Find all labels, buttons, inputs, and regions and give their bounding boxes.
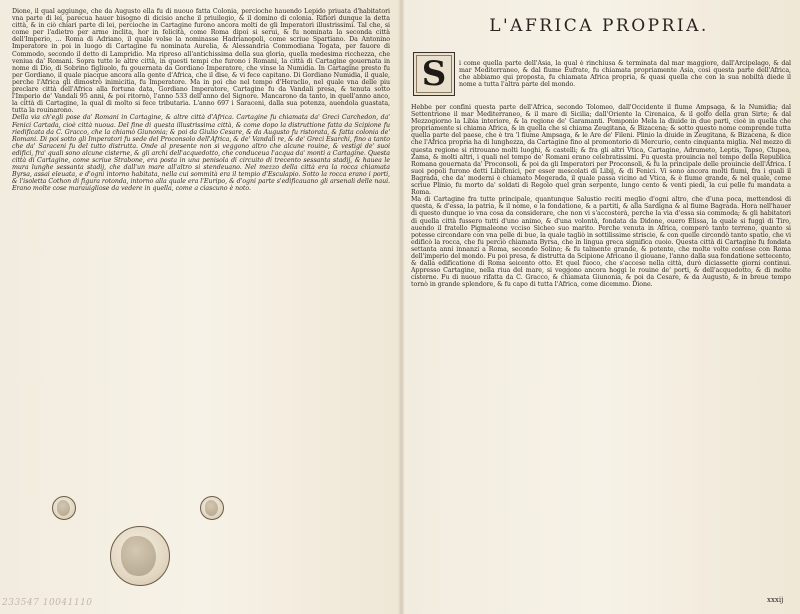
- right-page: [401, 0, 800, 614]
- left-paragraph-2: Della via ch'egli pose da' Romani in Cartagine, & altre città d'Africa. Cartagine fu chiamata da' Greci Carchedon, da' Fenici Cartada, cioè città nuoua. Del fine di questa illustrissima città, & come dopo la distruttione fatta da Scipione fu riedificata da C. Gracco, che la chiamò Giunonia; & poi da Giulio Cesare, & da Augusto fu ristorata, & fatta colonia de' Romani. Di poi sotto gli Imperatori fu sede del Proconsolo dell'Africa, & de' Vandali re, & de' Greci Esarchi, fino a tanto che da' Saraceni fu del tutto distrutta. Onde al presente non si veggono altro che alcune rouine, & vestigi de' suoi edifici, fra' quali sono alcune cisterne, & gli archi dell'acquedotto, che conduceua l'acqua da' monti a Cartagine. Questa città di Cartagine, come scriue Strabone, era posta in una penisola di circuito di trecento sessanta stadij, & hauea le mura lunghe sessanta stadij, che dall'un mare all'altro si stendeuano. Nel mezzo della città era la rocca chiamata Byrsa, assai eleuata, e d'ogni intorno habitata, nella cui sommità era il tempio d'Esculapio. Sotto la rocca erano i porti, & l'isoletta Cothon di figura rotonda, intorno alla quale era l'Euripo, & d'ogni parte s'edificauano gli arsenali delle naui. Erano molte cose marauigliose da vedere in quella, come a ciascuno è noto.: [12, 114, 390, 193]
- page-number: xxxij: [767, 596, 784, 604]
- drop-cap: S: [413, 52, 455, 96]
- page-title: L'AFRICA PROPRIA.: [489, 16, 709, 36]
- coin-illustrations: [22, 492, 242, 602]
- book-gutter: [398, 0, 405, 614]
- right-paragraph-2: Hebbe per confini questa parte dell'Africa, secondo Tolomeo, dall'Occidente il fiume Ampsaga, & la Numidia; dal Settentrione il mar Mediterraneo, & il mare di Sicilia; dall'Oriente la Cirenaica, & il golfo della gran Sirte; & dal Mezzogiorno la Libia interiore, & la regione de' Garamanti. Pomponio Mela la diuide in due parti, cioè in quella che propriamente si chiama Africa, & in quella che si chiama Zeugitana, & Bizacena; & sotto questo nome comprende tutta quella parte del paese, che è tra 'l fiume Ampsaga, & le Are de' Fileni. Plinio la diuide in Zeugitana, & Bizacena, & dice che l'Africa propria ha di lunghezza, da Cartagine fino al promontorio di Mercurio, cento cinquanta miglia. Nel mezzo di questa regione si ritrouano molti luoghi, & castelli; & fra gli altri Vtica, Cartagine, Adrumeto, Leptis, Tapso, Clupea, Zama, & molti altri, i quali nel tempo de' Romani erano celebratissimi. Fu questa prouincia nel tempo della Republica Romana gouernata da' Proconsoli, & poi da gli Imperatori per Proconsoli, & fu la principale delle prouincie dell'Africa. I suoi popoli furono detti Libifenici, per esser mescolati di Libij, & di Fenici. Vi sono ancora molti fiumi, fra i quali il Bagrada, che da' moderni è chiamato Megerada, il quale passa vicino ad Vtica, & è fiume grande, & nel quale, come scriue Plinio, fu morto da' soldati di Regolo quel gran serpente, lungo cento & venti piedi, la cui pelle fu mandata a Roma.: [411, 104, 791, 197]
- right-paragraph-3: Ma di Cartagine fra tutte principale, quantunque Salustio reciti meglio d'ogni altro, che d'una poca, mettendosi di questa, & d'essa, la patria, & il nome, e la fondatione, & a partiti, & alla Sardigna & al fiume Bagrada. Hora nell'hauer di questo dunque io vna cosa da considerare, che non vi s'accosterà, perche la via d'essa sia commoda; & gli habitatori di quella città fussero tutti d'uno animo, & d'una volontà, fondata da Didone, ouero Elissa, la quale si fuggì di Tiro, auendo il fratello Pigmaleone vcciso Sicheo suo marito. Perche venuta in Africa, comperò tanto terreno, quanto si potesse circondare con vna pelle di bue, la quale tagliò in sottilissime striscie, & con quelle circondò tanto spatio, che vi edificò la rocca, che fu perciò chiamata Byrsa, che in lingua greca significa cuoio. Questa città di Cartagine fu fondata settanta anni innanzi a Roma, secondo Solino; & fu talmente grande, & potente, che molte volte contese con Roma dell'imperio del mondo. Fu poi presa, & distrutta da Scipione Africano il giouane, l'anno dalla sua fondatione settecento, & dalla edificatione di Roma seicento otto. Et quel fuoco, che s'accese nella città, durò diciassette giorni continui. Appresso Cartagine, nella riua del mare, si veggono ancora hoggi le rouine de' porti, & dell'acquedotto, & di molte cisterne. Fu di nuouo rifatta da C. Gracco, & chiamata Giunonia, & poi da Cesare, & da Augusto, & in breue tempo tornò in grande splendore, & fu capo di tutta l'Africa, come dicemmo. Dione.: [411, 196, 791, 289]
- coin-large-icon: [110, 526, 170, 586]
- left-paragraph-1: Dione, il qual aggiunge, che da Augusto ella fu di nuouo fatta Colonia, percioche hauendo Lepido priuata d'habitatori vna parte di lei, parecua hauer bisogno di dicisio anche il priuilegio, & il domino di colonia. Rifiorì dunque la detta città, & in ciò chiari parte di lei, percioche in Cartagine furono ancora molti de gli Imperatori illustrissimi. Tal che, si come per l'adietro per arme inclita, hor in felicità, come Roma dipoi si serui, & fu nominata la seconda città dell'Imperio, ... Roma di Adriano, il quale volse la nominasse Hadrianopoli, come scriue Spartiano. Da Antonino Imperatore in poi in luogo di Cartagine fu nominata Aurelia, & Alessandria Commodiana Togata, per fauore di Commodo, secondo il detto di Lampridio. Ma ripreso all'antichissima della sua gloria, quella medesima ricchezza, che veniua da' Romani. Sopra tutte le altre città, in questi tempi che furono i Romani, la città di Cartagine gouernata in nome di Dio, di Sobrino figliuolo, fu gouernata da Gordiano Imperatore, che vinse la Numidia. In Cartagine presto fu per Gordiano, il quale piacque ancora alla gente d'Africa, che il dise, & vi fece capitano. Di Gordiano Numidia, il quale, perche l'Africa gli dimostrò inimicitia, fu Imperatore. Ma in poi che nel tempo d'Heraclio, nel quale vna delle piu preclare città dell'Africa alla fortuna data, Gordiano Imperatore, Cartagine fu da Vandali presa, & tenuta sotto l'Imperio de' Vandali 95 anni, & poi ritornò, l'anno 533 dell'anno del Signore. Mancarono da tanto, in quell'anno anco, la città di Cartagine, la qual di molto si fece tributaria. L'anno 697 i Saraceni, dalla sua potenza, auendola guastata, tutta la rouinarono.: [12, 8, 390, 115]
- right-paragraph-1: i come quella parte dell'Asia, la qual è rinchiusa & terminata dal mar maggiore, dall'Arcipelago, & dal mar Mediterraneo, & dal fiume Eufrate, fu chiamata propriamente Asia, così questa parte dell'Africa, che abbiamo qui proposta, fu chiamata Africa propria, & quasi quella che con la sua nobiltà diede il nome a tutta l'altra parte del mondo.: [459, 60, 791, 89]
- right-intro-column: [459, 60, 791, 104]
- coin-left-icon: [52, 496, 76, 520]
- coin-right-icon: [200, 496, 224, 520]
- right-text-column: [411, 104, 791, 592]
- archive-stamp: 233547 10041110: [2, 598, 93, 608]
